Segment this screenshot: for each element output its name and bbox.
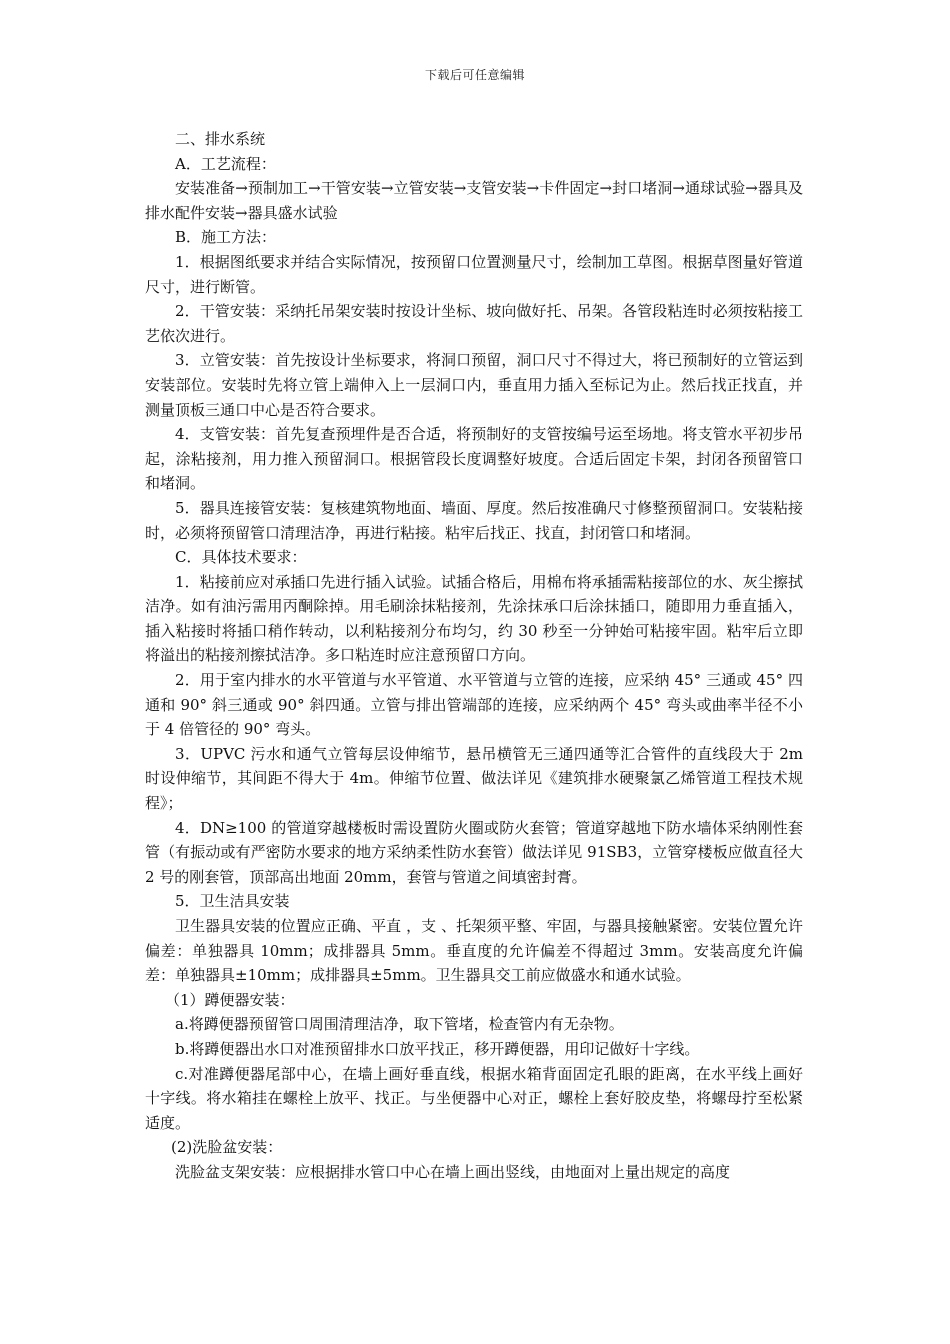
subsection-heading-c: C．具体技术要求： (175, 548, 307, 567)
method-item: 4．支管安装：首先复查预埋件是否合适，将预制好的支管按编号运至场地。将支管水平初步吊起，涂粘接剂，用力推入预留洞口。根据管段长度调整好坡度。合适后固定卡架，封闭各预留管口和堵洞。 (145, 425, 803, 493)
requirement-item: 4．DN≥100 的管道穿越楼板时需设置防火圈或防火套管；管道穿越地下防水墙体采纳刚性套管（有振动或有严密防水要求的地方采纳柔性防水套管）做法详见 91SB3，立管穿楼板应做直径大 2 号的刚套管，顶部高出地面 20mm，套管与管道之间填密封膏。 (145, 818, 803, 886)
requirement-item: 3．UPVC 污水和通气立管每层设伸缩节，悬吊横管无三通四通等汇合管件的直线段大于 2m 时设伸缩节，其间距不得大于 4m。伸缩节位置、做法详见《建筑排水硬聚氯乙烯管道工程技术规程》； (145, 744, 803, 813)
method-item: 1．根据图纸要求并结合实际情况，按预留口位置测量尺寸，绘制加工草图。根据草图量好管道尺寸，进行断管。 (145, 252, 803, 296)
section-title: 二、排水系统 (175, 130, 266, 148)
washbasin-heading: (2)洗脸盆安装： (171, 1138, 283, 1157)
squat-toilet-step: a.将蹲便器预留管口周围清理洁净，取下管堵，检查管内有无杂物。 (175, 1015, 624, 1034)
document-body (145, 127, 803, 1185)
requirement-item: 1．粘接前应对承插口先进行插入试验。试插合格后，用棉布将承插需粘接部位的水、灰尘擦拭洁净。如有油污需用丙酮除掉。用毛刷涂抹粘接剂，先涂抹承口后涂抹插口，随即用力垂直插入，插入粘接时将插口稍作转动，以利粘接剂分布均匀，约 30 秒至一分钟始可粘接牢固。粘牢后立即将溢出的粘接剂擦拭洁净。多口粘连时应注意预留口方向。 (145, 572, 803, 665)
method-item: 3．立管安装：首先按设计坐标要求，将洞口预留，洞口尺寸不得过大，将已预制好的立管运到安装部位。安装时先将立管上端伸入上一层洞口内，垂直用力插入至标记为止。然后找正找直，并测量顶板三通口中心是否符合要求。 (145, 351, 803, 419)
subsection-heading-a: A．工艺流程： (175, 154, 276, 173)
washbasin-paragraph: 洗脸盆支架安装：应根据排水管口中心在墙上画出竖线，由地面对上量出规定的高度 (175, 1162, 731, 1181)
sanitary-paragraph: 卫生器具安装的位置应正确、平直 ，支 、托架须平整、牢固，与器具接触紧密。安装位置允许偏差：单独器具 10mm；成排器具 5mm。垂直度的允许偏差不得超过 3mm。安装高度允许偏差：单独器具±10mm；成排器具±5mm。卫生器具交工前应做盛水和通水试验。 (145, 917, 803, 985)
requirement-item: 5．卫生洁具安装 (175, 892, 290, 911)
squat-toilet-step: b.将蹲便器出水口对准预留排水口放平找正，移开蹲便器，用印记做好十字线。 (175, 1039, 700, 1058)
method-item: 2．干管安装：采纳托吊架安装时按设计坐标、坡向做好托、吊架。各管段粘连时必须按粘接工艺依次进行。 (145, 302, 803, 345)
page-header: 下载后可任意编辑 (424, 68, 525, 82)
process-flow-paragraph: 安装准备→预制加工→干管安装→立管安装→支管安装→卡件固定→封口堵洞→通球试验→器具及排水配件安装→器具盛水试验 (145, 179, 803, 222)
method-item: 5．器具连接管安装：复核建筑物地面、墙面、厚度。然后按准确尺寸修整预留洞口。安装粘接时，必须将预留管口清理洁净，再进行粘接。粘牢后找正、找直，封闭管口和堵洞。 (145, 498, 803, 542)
squat-toilet-step: c.对准蹲便器尾部中心，在墙上画好垂直线，根据水箱背面固定孔眼的距离，在水平线上画好十字线。将水箱挂在螺栓上放平、找正。与坐便器中心对正，螺栓上套好胶皮垫，将螺母拧至松紧适度。 (145, 1064, 803, 1132)
squat-toilet-heading: （1）蹲便器安装： (165, 990, 295, 1009)
subsection-heading-b: B．施工方法： (175, 228, 277, 247)
requirement-item: 2．用于室内排水的水平管道与水平管道、水平管道与立管的连接，应采纳 45° 三通或 45° 四通和 90° 斜三通或 90° 斜四通。立管与排出管端部的连接，应采纳两个 45° 弯头或曲率半径不小于 4 倍管径的 90° 弯头。 (145, 671, 803, 739)
